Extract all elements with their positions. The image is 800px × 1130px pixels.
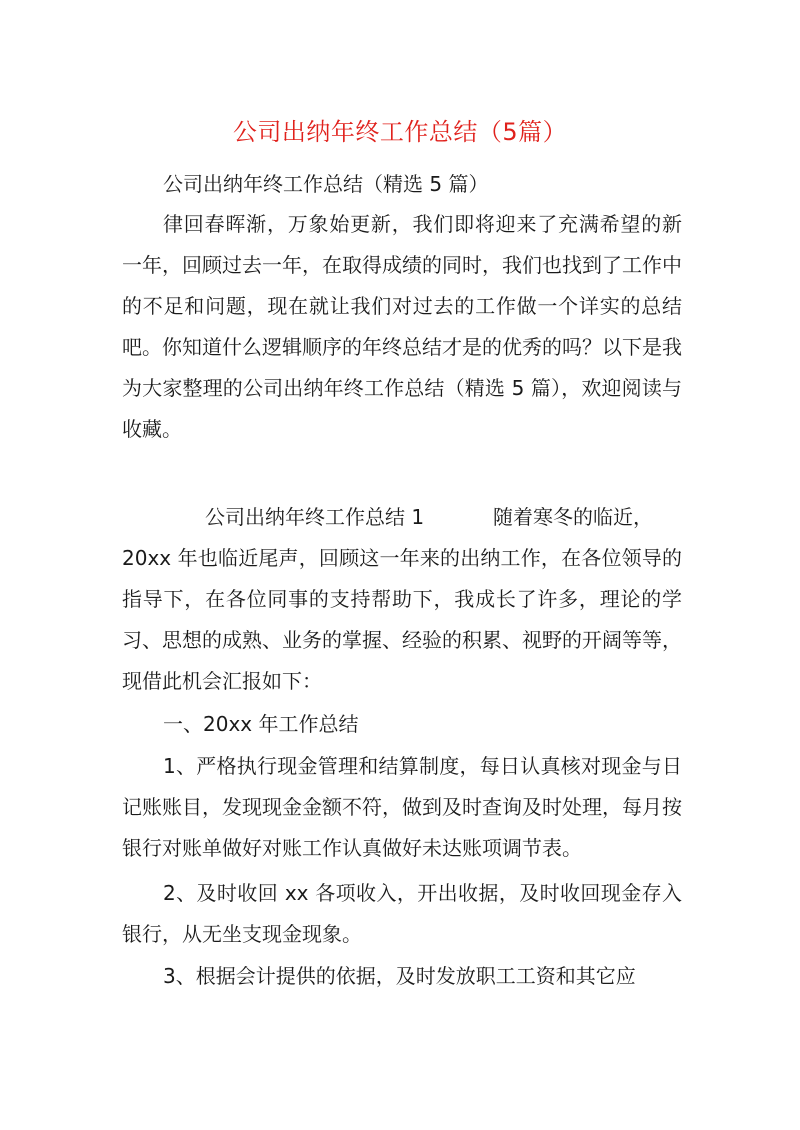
part-1-heading: 一、20xx 年工作总结 xyxy=(163,712,359,736)
list-item-1: 1、严格执行现金管理和结算制度，每日认真核对现金与日记账账目，发现现金金额不符，做到及时查询及时处理，每月按银行对账单做好对账工作认真做好未达账项调节表。 xyxy=(122,754,682,860)
list-item-2: 2、及时收回 xx 各项收入，开出收据，及时收回现金存入银行，从无坐支现金现象。 xyxy=(122,881,682,946)
intro-paragraph: 律回春晖渐，万象始更新，我们即将迎来了充满希望的新一年，回顾过去一年，在取得成绩的同时，我们也找到了工作中的不足和问题，现在就让我们对过去的工作做一个详实的总结吧。你知道什么逻辑顺序的年终总结才是的优秀的吗？以下是我为大家整理的公司出纳年终工作总结（精选 5 篇），欢迎阅读与收藏。 xyxy=(122,212,682,441)
document-title: 公司出纳年终工作总结（5篇） xyxy=(232,118,568,146)
document-subtitle: 公司出纳年终工作总结（精选 5 篇） xyxy=(163,172,489,196)
list-item-3: 3、根据会计提供的依据，及时发放职工工资和其它应 xyxy=(163,964,636,988)
section-1-heading: 公司出纳年终工作总结 1 xyxy=(205,505,425,529)
section-1-body: 20xx 年也临近尾声，回顾这一年来的出纳工作，在各位领导的指导下，在各位同事的支持帮助下，我成长了许多，理论的学习、思想的成熟、业务的掌握、经验的积累、视野的开阔等等，现借此机会汇报如下： xyxy=(122,546,682,693)
section-1-lead: 随着寒冬的临近， xyxy=(493,505,653,529)
